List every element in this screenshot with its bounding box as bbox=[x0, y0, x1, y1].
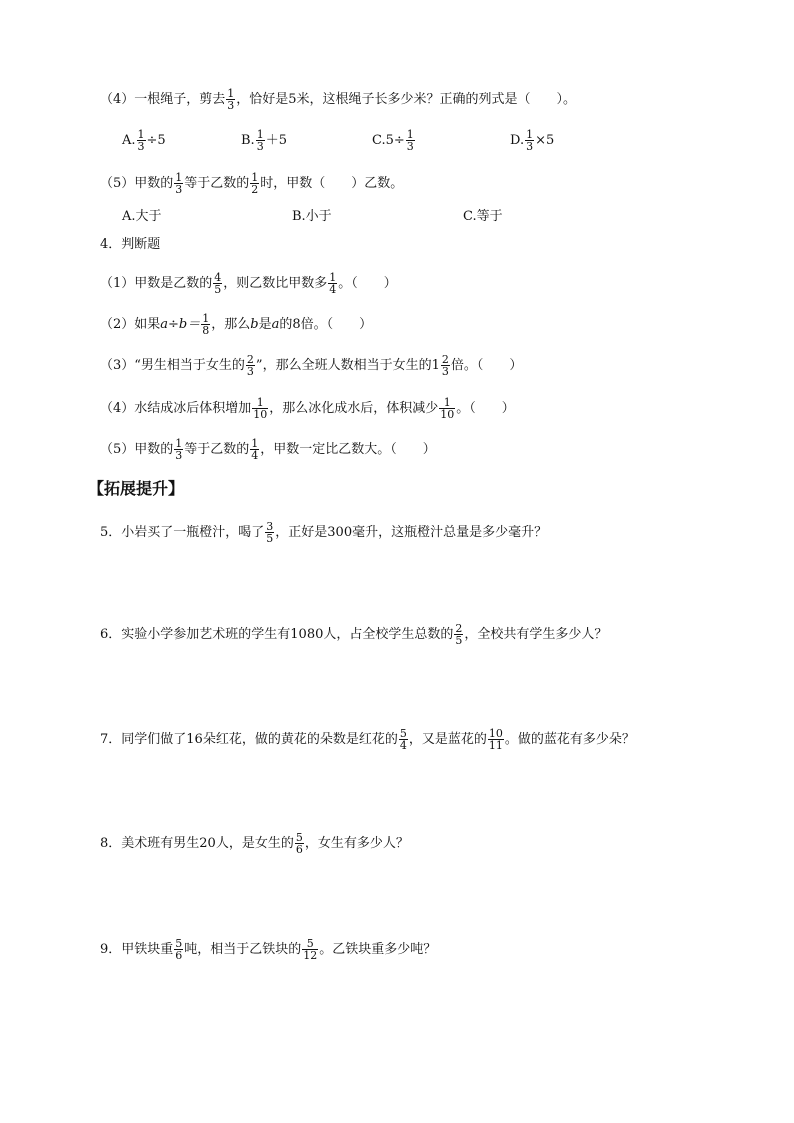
fraction-denominator: 3 bbox=[526, 140, 534, 153]
fraction-numerator: 1 bbox=[202, 312, 210, 325]
fraction-numerator: 3 bbox=[266, 520, 274, 533]
question-text: ，全校共有学生多少人？ bbox=[464, 627, 608, 642]
fraction-numerator: 5 bbox=[295, 831, 303, 844]
fraction bbox=[441, 354, 450, 377]
fraction-denominator: 3 bbox=[441, 365, 449, 378]
fraction-denominator: 3 bbox=[175, 449, 183, 462]
fraction-numerator: 2 bbox=[455, 622, 463, 635]
question-text: ，甲数一定比乙数大。（ ） bbox=[260, 442, 436, 457]
question-text: 吨，相当于乙铁块的 bbox=[184, 942, 302, 957]
question-text: ，则乙数比甲数多 bbox=[223, 276, 328, 291]
question-text: 9．甲铁块重 bbox=[100, 942, 174, 957]
problem-6 bbox=[100, 623, 607, 646]
option-label: A. bbox=[122, 133, 136, 148]
question-text: ，那么 bbox=[211, 317, 251, 332]
question-text: 等于乙数的 bbox=[184, 442, 250, 457]
fraction bbox=[406, 129, 415, 152]
problem-7 bbox=[100, 728, 635, 751]
fraction-denominator: 5 bbox=[214, 283, 222, 296]
fraction-denominator: 6 bbox=[295, 843, 303, 856]
fraction-denominator: 3 bbox=[246, 365, 254, 378]
math-variable: a bbox=[271, 317, 280, 332]
question-text: 等于乙数的 bbox=[184, 176, 250, 191]
fraction-numerator: 1 bbox=[251, 171, 259, 184]
option-c: C.等于 bbox=[463, 209, 503, 224]
judge-3 bbox=[100, 354, 522, 377]
fraction-numerator: 10 bbox=[488, 727, 503, 740]
fraction bbox=[174, 438, 183, 461]
option-label: C.5÷ bbox=[372, 133, 405, 148]
fraction-denominator: 2 bbox=[251, 183, 259, 196]
option-tail: ＋5 bbox=[265, 133, 287, 148]
fraction-denominator: 3 bbox=[256, 140, 264, 153]
question-text: ，女生有多少人？ bbox=[304, 836, 409, 851]
fraction bbox=[201, 313, 210, 336]
fraction bbox=[250, 172, 259, 195]
fraction-denominator: 8 bbox=[202, 324, 210, 337]
fraction-numerator: 5 bbox=[175, 937, 183, 950]
judge-1 bbox=[100, 272, 397, 295]
option-b: B.小于 bbox=[292, 209, 332, 224]
fraction-numerator: 2 bbox=[246, 353, 254, 366]
fraction-denominator: 4 bbox=[329, 283, 337, 296]
fraction bbox=[454, 623, 463, 646]
fraction bbox=[250, 438, 259, 461]
question-text: 是 bbox=[258, 317, 272, 332]
question-text: 7．同学们做了16朵红花，做的黄花的朵数是红花的 bbox=[100, 732, 398, 747]
fraction bbox=[302, 938, 318, 961]
fraction-numerator: 1 bbox=[175, 437, 183, 450]
question-text: （2）如果 bbox=[100, 317, 161, 332]
fraction-denominator: 4 bbox=[251, 449, 259, 462]
fraction-denominator: 3 bbox=[175, 183, 183, 196]
fraction-numerator: 1 bbox=[251, 437, 259, 450]
fraction-numerator: 1 bbox=[227, 87, 235, 100]
question-text: （5）甲数的 bbox=[100, 442, 174, 457]
fraction bbox=[252, 397, 268, 420]
question-text: （4）水结成冰后体积增加 bbox=[100, 401, 252, 416]
fraction-denominator: 10 bbox=[253, 408, 268, 421]
question-text: ，恰好是5米，这根绳子长多少米？正确的列式是（ ）。 bbox=[236, 92, 577, 107]
fraction bbox=[246, 354, 255, 377]
fraction-numerator: 2 bbox=[441, 353, 449, 366]
fraction-denominator: 6 bbox=[175, 949, 183, 962]
fraction-numerator: 5 bbox=[306, 937, 314, 950]
option-tail: ×5 bbox=[535, 133, 555, 148]
fraction-numerator: 1 bbox=[256, 396, 264, 409]
fraction-numerator: 1 bbox=[175, 171, 183, 184]
option-a: A.大于 bbox=[122, 209, 162, 224]
problem-9 bbox=[100, 938, 436, 961]
fraction-numerator: 5 bbox=[399, 727, 407, 740]
question-text: 8．美术班有男生20人，是女生的 bbox=[100, 836, 294, 851]
fraction-numerator: 1 bbox=[256, 128, 264, 141]
question-text: 倍。（ ） bbox=[450, 358, 523, 373]
question-4-4 bbox=[100, 88, 576, 111]
fraction-denominator: 11 bbox=[488, 739, 503, 752]
fraction bbox=[174, 172, 183, 195]
option-label: B. bbox=[241, 133, 255, 148]
option-c bbox=[372, 129, 416, 152]
question-text: 的8倍。（ ） bbox=[279, 317, 373, 332]
question-text: （1）甲数是乙数的 bbox=[100, 276, 213, 291]
question-text: 。（ ） bbox=[338, 276, 397, 291]
fraction-denominator: 10 bbox=[440, 408, 455, 421]
fraction bbox=[488, 728, 504, 751]
question-text: ，又是蓝花的 bbox=[408, 732, 487, 747]
question-text: 5．小岩买了一瓶橙汁，喝了 bbox=[100, 525, 265, 540]
fraction-numerator: 1 bbox=[137, 128, 145, 141]
fraction-denominator: 3 bbox=[406, 140, 414, 153]
question-text: 。做的蓝花有多少朵？ bbox=[504, 732, 635, 747]
judge-2 bbox=[100, 313, 372, 336]
option-label: D. bbox=[510, 133, 525, 148]
fraction-numerator: 1 bbox=[526, 128, 534, 141]
math-expression: a÷b＝ bbox=[160, 317, 201, 332]
fraction bbox=[226, 88, 235, 111]
fraction bbox=[295, 832, 304, 855]
judge-4 bbox=[100, 397, 515, 420]
option-b bbox=[241, 129, 287, 152]
question-text: 6．实验小学参加艺术班的学生有1080人，占全校学生总数的 bbox=[100, 627, 454, 642]
fraction bbox=[174, 938, 183, 961]
section-title-judgement: 4．判断题 bbox=[100, 237, 161, 252]
question-text: 。（ ） bbox=[456, 401, 515, 416]
fraction bbox=[439, 397, 455, 420]
fraction-denominator: 12 bbox=[303, 949, 318, 962]
fraction-denominator: 5 bbox=[455, 634, 463, 647]
question-text: ，那么冰化成水后，体积减少 bbox=[269, 401, 439, 416]
question-4-5 bbox=[100, 172, 403, 195]
fraction bbox=[265, 521, 274, 544]
question-text: ”，那么全班人数相当于女生的 bbox=[255, 358, 432, 373]
option-a bbox=[122, 129, 166, 152]
fraction-numerator: 1 bbox=[406, 128, 414, 141]
option-d bbox=[510, 129, 554, 152]
question-text: 。乙铁块重多少吨？ bbox=[319, 942, 437, 957]
fraction bbox=[328, 272, 337, 295]
question-text: ，正好是300毫升，这瓶橙汁总量是多少毫升？ bbox=[275, 525, 548, 540]
fraction bbox=[399, 728, 408, 751]
mixed-number-integer: 1 bbox=[431, 358, 440, 373]
judge-5 bbox=[100, 438, 436, 461]
fraction bbox=[137, 129, 146, 152]
question-text: （3）“男生相当于女生的 bbox=[100, 358, 245, 373]
question-text: （5）甲数的 bbox=[100, 176, 174, 191]
fraction bbox=[525, 129, 534, 152]
fraction-denominator: 4 bbox=[399, 739, 407, 752]
fraction-denominator: 3 bbox=[227, 99, 235, 112]
fraction-denominator: 3 bbox=[137, 140, 145, 153]
problem-5 bbox=[100, 521, 547, 544]
math-variable: b bbox=[250, 317, 259, 332]
section-title-extension: 【拓展提升】 bbox=[88, 479, 185, 498]
fraction bbox=[213, 272, 222, 295]
fraction-numerator: 1 bbox=[329, 271, 337, 284]
question-text: 时，甲数（ ）乙数。 bbox=[260, 176, 404, 191]
problem-8 bbox=[100, 832, 409, 855]
fraction-numerator: 4 bbox=[214, 271, 222, 284]
fraction bbox=[256, 129, 265, 152]
fraction-numerator: 1 bbox=[443, 396, 451, 409]
fraction-denominator: 5 bbox=[266, 532, 274, 545]
question-text: （4）一根绳子，剪去 bbox=[100, 92, 226, 107]
option-tail: ÷5 bbox=[146, 133, 166, 148]
